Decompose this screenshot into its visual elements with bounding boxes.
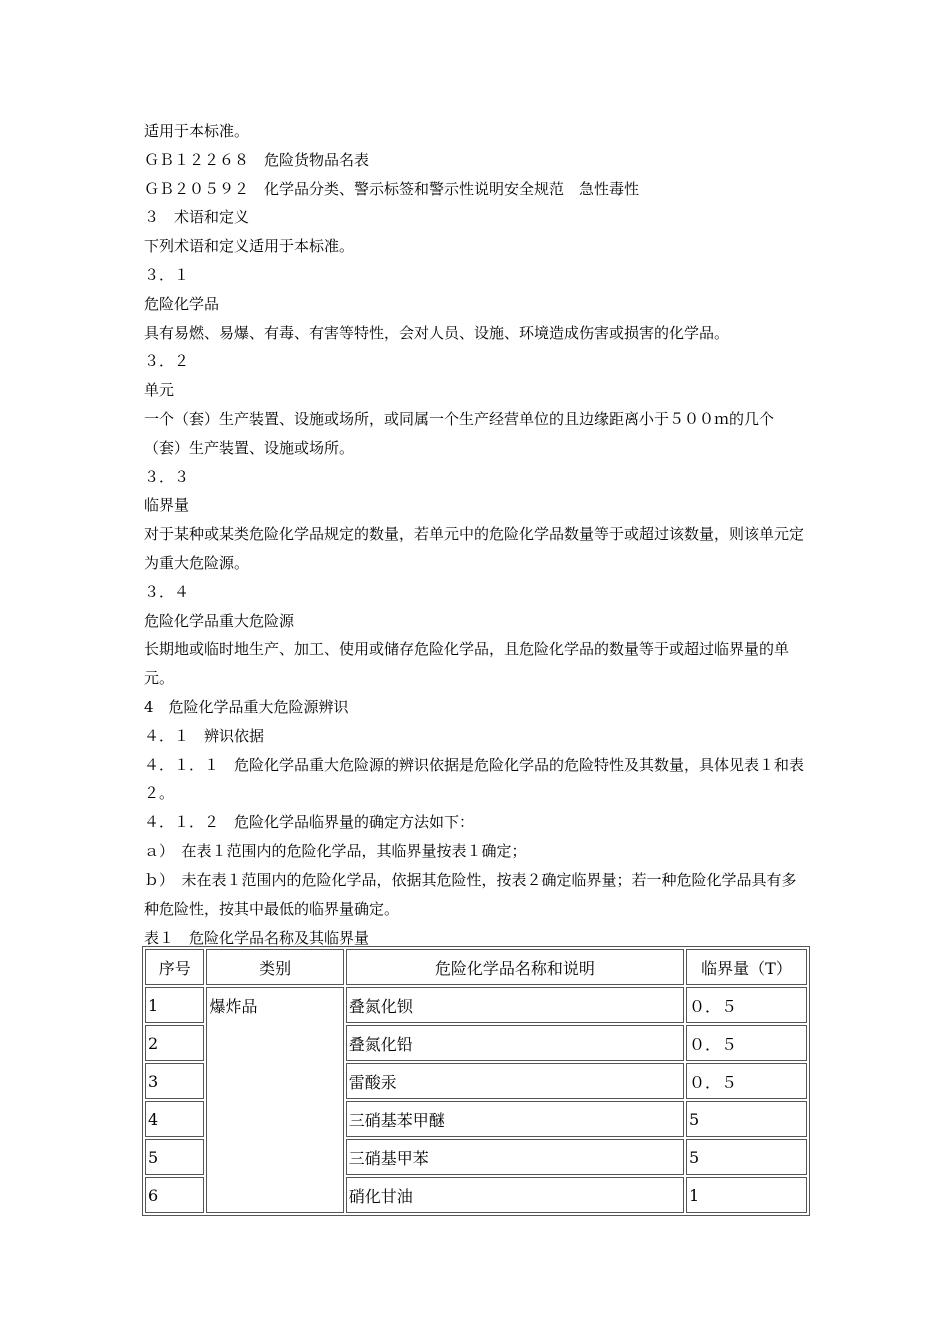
cell-chemical-name: 雷酸汞 <box>346 1063 684 1099</box>
header-chemical-name: 危险化学品名称和说明 <box>346 949 684 985</box>
section-heading: 4 危险化学品重大危险源辨识 <box>144 697 349 716</box>
term: 临界量 <box>144 496 190 515</box>
cell-serial: 5 <box>145 1139 204 1175</box>
cell-chemical-name: 三硝基苯甲醚 <box>346 1101 684 1137</box>
subsection-heading: ４．１ 辨识依据 <box>144 726 265 745</box>
cell-serial: 1 <box>145 987 204 1023</box>
cell-threshold: 5 <box>686 1139 807 1175</box>
cell-category: 爆炸品 <box>206 987 343 1213</box>
cell-serial: 2 <box>145 1025 204 1061</box>
paragraph: ４．１．１ 危险化学品重大危险源的辨识依据是危险化学品的危险特性及其数量，具体见表１和表２。 <box>144 755 805 803</box>
header-serial: 序号 <box>145 949 204 985</box>
clause-number: ３．１ <box>144 265 190 284</box>
table-header-row <box>145 949 807 985</box>
paragraph: ４．１．２ 危险化学品临界量的确定方法如下： <box>144 813 475 832</box>
header-threshold: 临界量（T） <box>686 949 807 985</box>
clause-number: ３．４ <box>144 582 190 601</box>
chemical-threshold-table <box>142 946 810 1216</box>
definition: 一个（套）生产装置、设施或场所，或同属一个生产经营单位的且边缘距离小于５００ｍ的几个（套）生产装置、设施或场所。 <box>144 409 775 457</box>
list-item: ａ） 在表１范围内的危险化学品，其临界量按表１确定； <box>144 841 527 860</box>
cell-threshold: 1 <box>686 1177 807 1213</box>
header-category: 类别 <box>206 949 343 985</box>
clause-number: ３．２ <box>144 352 190 371</box>
cell-threshold: ０．５ <box>686 1025 807 1061</box>
cell-serial: 6 <box>145 1177 204 1213</box>
definition: 具有易燃、易爆、有毒、有害等特性，会对人员、设施、环境造成伤害或损害的化学品。 <box>144 323 730 342</box>
cell-chemical-name: 叠氮化钡 <box>346 987 684 1023</box>
definition: 对于某种或某类危险化学品规定的数量，若单元中的危险化学品数量等于或超过该数量，则该单元定为重大危险源。 <box>144 525 805 572</box>
term: 危险化学品重大危险源 <box>144 611 295 630</box>
table-row <box>145 987 807 1023</box>
cell-threshold: ０．５ <box>686 987 807 1023</box>
document-body <box>144 117 810 923</box>
definition: 长期地或临时地生产、加工、使用或储存危险化学品，且危险化学品的数量等于或超过临界量的单元。 <box>144 640 790 688</box>
cell-serial: 4 <box>145 1101 204 1137</box>
cell-chemical-name: 硝化甘油 <box>346 1177 684 1213</box>
paragraph: ＧＢ１２２６８ 危险货物品名表 <box>144 150 370 169</box>
paragraph: 下列术语和定义适用于本标准。 <box>144 237 355 256</box>
list-item: ｂ） 未在表１范围内的危险化学品，依据其危险性，按表２确定临界量；若一种危险化学品具有多种危险性，按其中最低的临界量确定。 <box>144 870 797 918</box>
cell-threshold: ０．５ <box>686 1063 807 1099</box>
section-heading: ３ 术语和定义 <box>144 208 250 227</box>
cell-chemical-name: 叠氮化铅 <box>346 1025 684 1061</box>
clause-number: ３．３ <box>144 467 190 486</box>
term: 危险化学品 <box>144 294 220 313</box>
cell-serial: 3 <box>145 1063 204 1099</box>
paragraph: ＧＢ２０５９２ 化学品分类、警示标签和警示性说明安全规范 急性毒性 <box>144 179 640 198</box>
cell-threshold: 5 <box>686 1101 807 1137</box>
term: 单元 <box>144 381 175 400</box>
cell-chemical-name: 三硝基甲苯 <box>346 1139 684 1175</box>
table-caption: 表１ 危险化学品名称及其临界量 <box>144 929 370 947</box>
paragraph: 适用于本标准。 <box>144 122 250 140</box>
